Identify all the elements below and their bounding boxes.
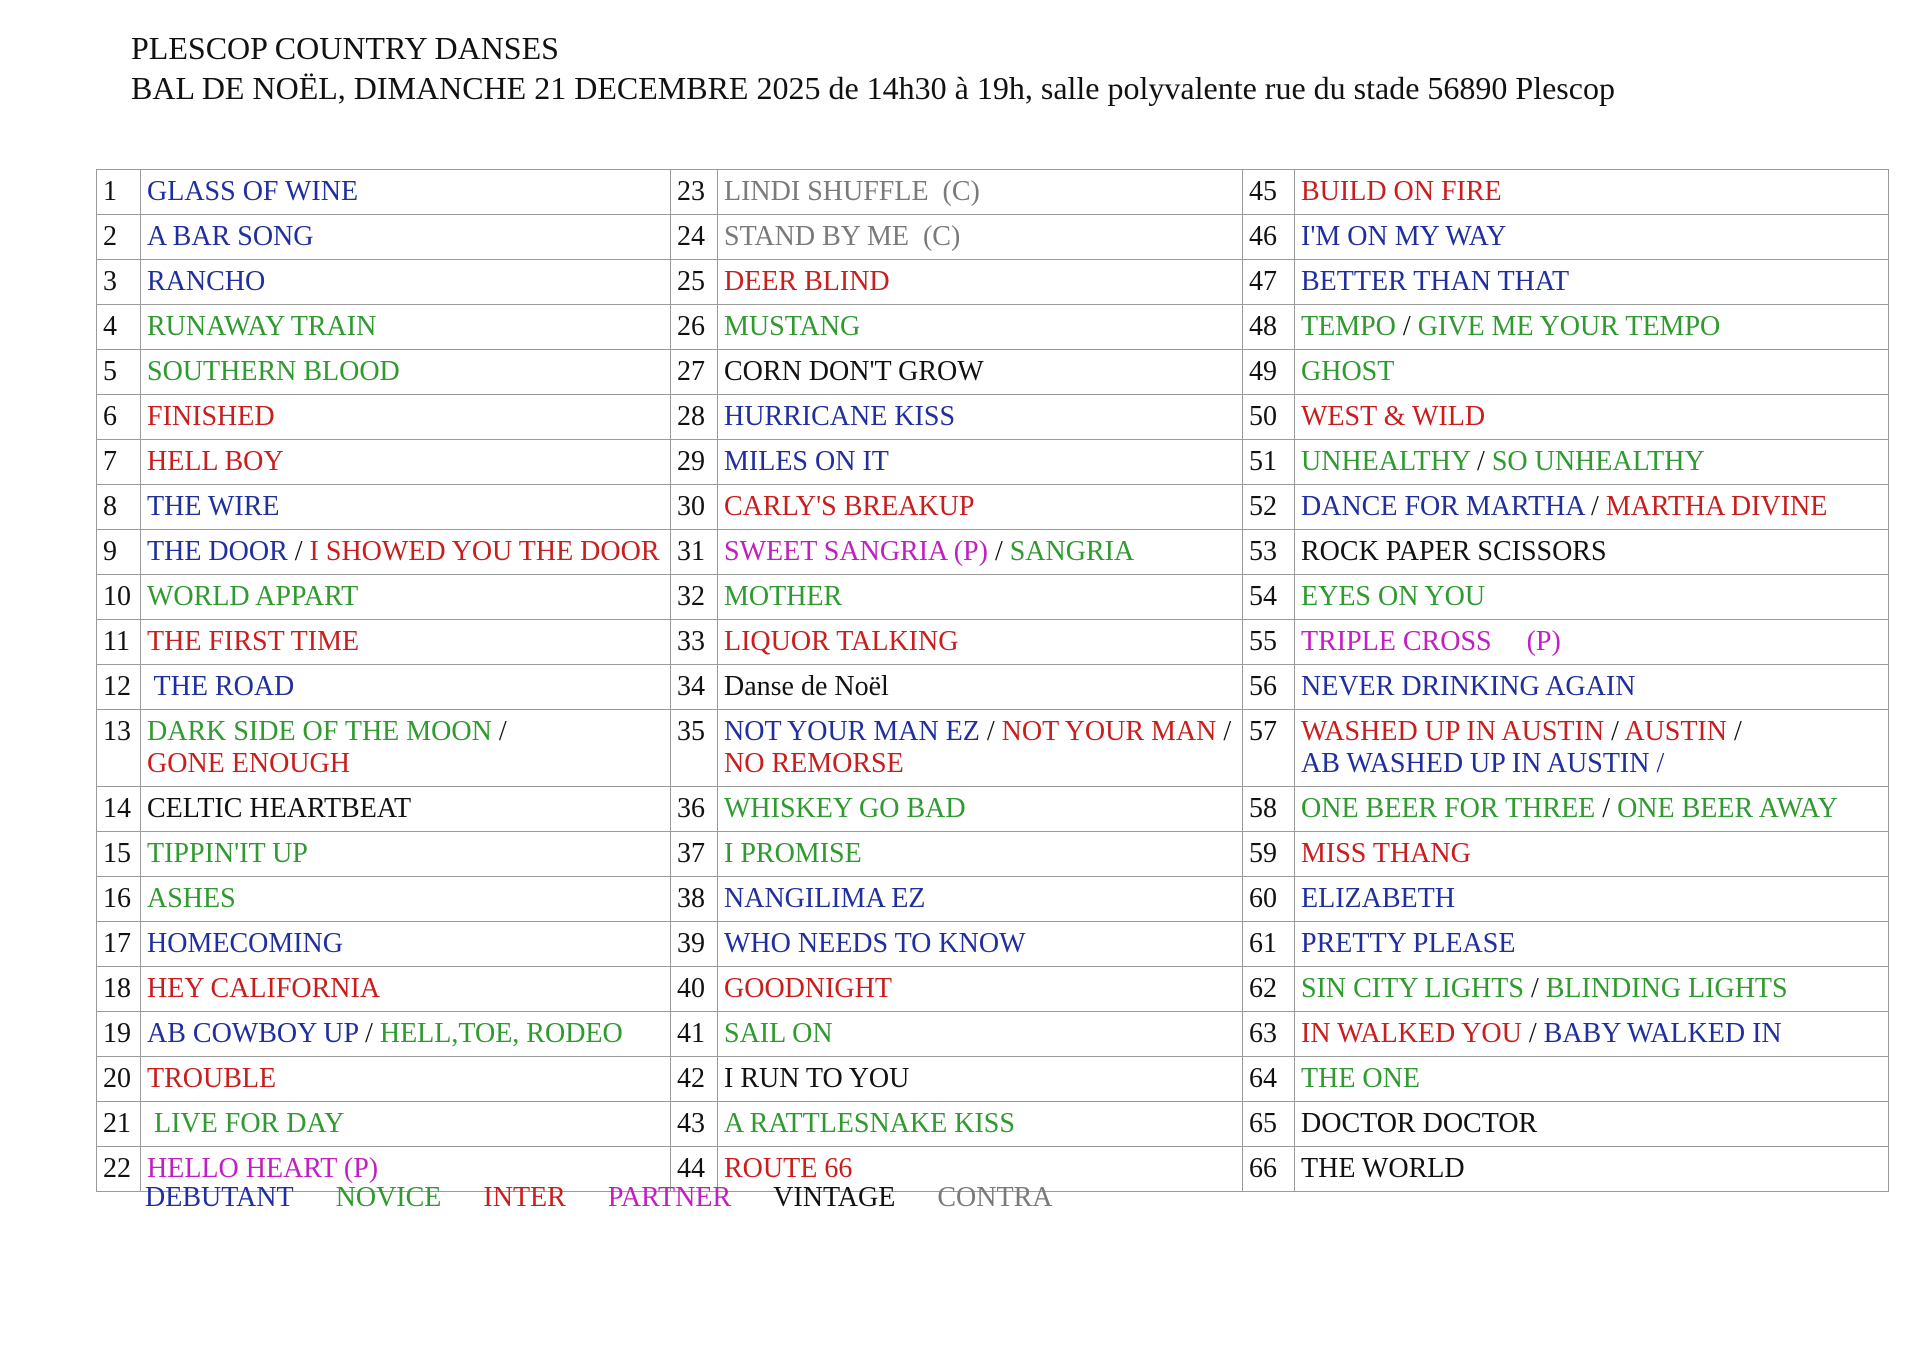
dance-title-segment: LIVE FOR DAY — [147, 1108, 345, 1139]
dance-title — [1295, 1012, 1889, 1057]
dance-number: 9 — [97, 530, 141, 575]
dance-title-segment: / — [1523, 973, 1546, 1004]
dance-number: 37 — [671, 832, 718, 877]
dance-title — [718, 620, 1243, 665]
dance-title-segment: TEMPO — [1301, 311, 1396, 342]
dance-title-segment: THE WORLD — [1301, 1153, 1465, 1184]
dance-title — [141, 395, 671, 440]
dance-title-segment: ROUTE 66 — [724, 1153, 853, 1184]
dance-number: 23 — [671, 170, 718, 215]
dance-title-segment: SAIL ON — [724, 1018, 833, 1049]
dance-title-segment: / — [1584, 491, 1606, 522]
dance-title-segment: NANGILIMA EZ — [724, 883, 926, 914]
table-row — [97, 665, 1889, 710]
dance-title-segment: SANGRIA — [1009, 536, 1135, 567]
dance-title-segment: DOCTOR DOCTOR — [1301, 1108, 1538, 1139]
legend-item-novice: NOVICE — [335, 1182, 442, 1213]
dance-title-segment: / — [287, 536, 310, 567]
dance-title-segment: WASHED UP IN AUSTIN — [1301, 716, 1605, 747]
dance-title — [718, 485, 1243, 530]
table-row — [97, 787, 1889, 832]
dance-title — [1295, 530, 1889, 575]
dance-number: 48 — [1243, 305, 1295, 350]
dance-title-segment: BETTER THAN THAT — [1301, 266, 1570, 297]
dance-title — [718, 710, 1243, 787]
dance-number: 16 — [97, 877, 141, 922]
dance-title-segment: GONE ENOUGH — [147, 748, 350, 779]
dance-number: 66 — [1243, 1147, 1295, 1192]
dance-title-segment: MILES ON IT — [724, 446, 889, 477]
table-row — [97, 485, 1889, 530]
table-row — [97, 922, 1889, 967]
dance-number: 25 — [671, 260, 718, 305]
dance-number: 50 — [1243, 395, 1295, 440]
dance-title — [1295, 620, 1889, 665]
dance-title — [718, 665, 1243, 710]
dance-title-segment: HELL BOY — [147, 446, 284, 477]
dance-title-segment: I'M ON MY WAY — [1301, 221, 1507, 252]
dance-title — [141, 832, 671, 877]
dance-title-segment: DANCE FOR MARTHA — [1301, 491, 1585, 522]
dance-number: 40 — [671, 967, 718, 1012]
dance-title-segment: EYES ON YOU — [1301, 581, 1486, 612]
table-row — [97, 350, 1889, 395]
dance-number: 53 — [1243, 530, 1295, 575]
table-row — [97, 575, 1889, 620]
dance-title-segment: MISS THANG — [1301, 838, 1471, 869]
dance-number: 45 — [1243, 170, 1295, 215]
dance-title — [141, 877, 671, 922]
dance-number: 54 — [1243, 575, 1295, 620]
dance-title-segment: SOUTHERN BLOOD — [147, 356, 400, 387]
dance-title-line — [724, 748, 1236, 780]
dance-number: 51 — [1243, 440, 1295, 485]
dance-title — [718, 170, 1243, 215]
dance-number: 24 — [671, 215, 718, 260]
dance-title-segment: STAND BY ME (C) — [724, 221, 961, 252]
table-row — [97, 967, 1889, 1012]
dance-title — [141, 215, 671, 260]
dance-number: 55 — [1243, 620, 1295, 665]
dance-title — [141, 665, 671, 710]
dance-title-segment: MOTHER — [724, 581, 843, 612]
dance-number: 35 — [671, 710, 718, 787]
dance-title-segment: SWEET SANGRIA (P) — [724, 536, 988, 567]
table-row — [97, 832, 1889, 877]
dance-title-segment: GHOST — [1301, 356, 1395, 387]
dance-title — [1295, 787, 1889, 832]
dance-number: 14 — [97, 787, 141, 832]
dance-title-segment: CORN DON'T GROW — [724, 356, 984, 387]
dance-number: 6 — [97, 395, 141, 440]
table-row — [97, 215, 1889, 260]
dance-number: 10 — [97, 575, 141, 620]
dance-title — [1295, 350, 1889, 395]
dance-title-segment: MUSTANG — [724, 311, 861, 342]
dance-title-segment: SIN CITY LIGHTS — [1301, 973, 1524, 1004]
dance-title-line — [1301, 716, 1882, 748]
dance-title-segment: MARTHA DIVINE — [1605, 491, 1828, 522]
dance-title-segment: TRIPLE CROSS (P) — [1301, 626, 1561, 657]
dance-number: 36 — [671, 787, 718, 832]
dance-title — [1295, 832, 1889, 877]
dance-title-segment: / — [1395, 311, 1418, 342]
dance-title — [141, 710, 671, 787]
dance-number: 64 — [1243, 1057, 1295, 1102]
dance-title-segment: TIPPIN'IT UP — [147, 838, 308, 869]
dance-title-segment: CELTIC HEARTBEAT — [147, 793, 412, 824]
table-row — [97, 395, 1889, 440]
legend-item-partner: PARTNER — [607, 1182, 732, 1213]
dance-title — [141, 787, 671, 832]
dance-title-segment: Danse de Noël — [724, 671, 889, 702]
dance-title — [1295, 665, 1889, 710]
dance-title — [141, 440, 671, 485]
dance-title — [141, 350, 671, 395]
dance-title-segment: LIQUOR TALKING — [724, 626, 959, 657]
dance-number: 59 — [1243, 832, 1295, 877]
dance-title — [718, 395, 1243, 440]
dance-number: 1 — [97, 170, 141, 215]
dance-title — [141, 305, 671, 350]
dance-title — [141, 1057, 671, 1102]
dance-title — [1295, 967, 1889, 1012]
dance-number: 17 — [97, 922, 141, 967]
dance-title — [1295, 877, 1889, 922]
legend-item-debutant: DEBUTANT — [145, 1182, 294, 1213]
dance-title-segment: / — [358, 1018, 380, 1049]
dance-title — [718, 877, 1243, 922]
dance-number: 41 — [671, 1012, 718, 1057]
dance-title-segment: BUILD ON FIRE — [1301, 176, 1502, 207]
dance-number: 26 — [671, 305, 718, 350]
dance-number: 12 — [97, 665, 141, 710]
dance-title — [718, 922, 1243, 967]
table-row — [97, 1102, 1889, 1147]
dance-number: 44 — [671, 1147, 718, 1192]
dance-number: 60 — [1243, 877, 1295, 922]
dance-title-segment: A RATTLESNAKE KISS — [724, 1108, 1015, 1139]
table-row — [97, 1012, 1889, 1057]
dance-title-segment: DARK SIDE OF THE MOON — [147, 716, 492, 747]
dance-number: 13 — [97, 710, 141, 787]
dance-title — [718, 575, 1243, 620]
dance-title-segment: WHISKEY GO BAD — [724, 793, 966, 824]
dance-number: 62 — [1243, 967, 1295, 1012]
dance-title — [718, 1012, 1243, 1057]
legend-item-vintage: VINTAGE — [773, 1182, 896, 1213]
dance-number: 8 — [97, 485, 141, 530]
dance-title-segment: WEST & WILD — [1301, 401, 1486, 432]
dance-title-segment: NEVER DRINKING AGAIN — [1301, 671, 1636, 702]
dance-title-segment: HURRICANE KISS — [724, 401, 956, 432]
legend-item-contra: CONTRA — [937, 1182, 1053, 1213]
header-event-details: BAL DE NOËL, DIMANCHE 21 DECEMBRE 2025 de 14h30 à 19h, salle polyvalente rue du stade 56890 Plescop — [131, 70, 1615, 106]
dance-title-segment: IN WALKED YOU — [1301, 1018, 1522, 1049]
dance-title — [718, 440, 1243, 485]
table-row — [97, 305, 1889, 350]
dance-title — [141, 1102, 671, 1147]
dance-number: 39 — [671, 922, 718, 967]
dance-title — [718, 350, 1243, 395]
dance-title — [1295, 485, 1889, 530]
dance-title — [141, 922, 671, 967]
dance-title-segment: BLINDING LIGHTS — [1545, 973, 1788, 1004]
dance-number: 52 — [1243, 485, 1295, 530]
dance-title-line — [724, 716, 1236, 748]
dance-title-segment: GIVE ME YOUR TEMPO — [1417, 311, 1721, 342]
dance-title-segment: LINDI SHUFFLE (C) — [724, 176, 980, 207]
dance-title — [718, 1102, 1243, 1147]
dance-title-segment: I PROMISE — [724, 838, 862, 869]
dance-title-segment: AB COWBOY UP — [147, 1018, 359, 1049]
dance-title-segment: / — [1470, 446, 1492, 477]
dance-number: 34 — [671, 665, 718, 710]
dance-title-segment: GOODNIGHT — [724, 973, 892, 1004]
dance-title — [141, 620, 671, 665]
dance-title-segment: DEER BLIND — [724, 266, 890, 297]
dance-title-segment: THE ROAD — [147, 671, 295, 702]
dance-number: 22 — [97, 1147, 141, 1192]
dance-title-segment: THE DOOR — [147, 536, 288, 567]
dance-title — [718, 787, 1243, 832]
dance-title-segment: WORLD APPART — [147, 581, 359, 612]
dance-title — [718, 1057, 1243, 1102]
dance-title-segment: / — [1604, 716, 1625, 747]
dance-title — [718, 215, 1243, 260]
dance-title — [1295, 170, 1889, 215]
dance-number: 4 — [97, 305, 141, 350]
header-title: PLESCOP COUNTRY DANSES — [131, 30, 559, 66]
dance-list-table — [96, 169, 1889, 1192]
dance-number: 57 — [1243, 710, 1295, 787]
legend-item-inter: INTER — [483, 1182, 566, 1213]
dance-title — [1295, 575, 1889, 620]
dance-title-line — [1301, 748, 1882, 780]
dance-number: 33 — [671, 620, 718, 665]
dance-title-segment: ONE BEER FOR THREE — [1301, 793, 1596, 824]
dance-title-segment: UNHEALTHY — [1301, 446, 1471, 477]
dance-title — [718, 530, 1243, 575]
table-row — [97, 877, 1889, 922]
dance-title — [141, 485, 671, 530]
dance-title — [1295, 1147, 1889, 1192]
dance-number: 21 — [97, 1102, 141, 1147]
dance-title-segment: HELL,TOE, RODEO — [379, 1018, 623, 1049]
dance-title-segment: HELLO HEART (P) — [147, 1153, 379, 1184]
dance-title — [718, 832, 1243, 877]
dance-title — [1295, 922, 1889, 967]
table-row — [97, 440, 1889, 485]
dance-title-segment: NOT YOUR MAN — [1001, 716, 1217, 747]
dance-number: 49 — [1243, 350, 1295, 395]
dance-title — [1295, 440, 1889, 485]
table-row — [97, 710, 1889, 787]
dance-title-segment: A BAR SONG — [147, 221, 314, 252]
dance-title — [718, 260, 1243, 305]
dance-title-segment: AB WASHED UP IN AUSTIN — [1301, 748, 1650, 779]
dance-title-segment: / — [491, 716, 507, 747]
dance-title-segment: / — [1216, 716, 1232, 747]
dance-number: 20 — [97, 1057, 141, 1102]
dance-number: 31 — [671, 530, 718, 575]
dance-number: 19 — [97, 1012, 141, 1057]
level-legend — [145, 1182, 1052, 1214]
dance-title-segment: ASHES — [147, 883, 236, 914]
dance-title — [141, 967, 671, 1012]
dance-number: 63 — [1243, 1012, 1295, 1057]
dance-number: 43 — [671, 1102, 718, 1147]
dance-number: 56 — [1243, 665, 1295, 710]
table-row — [97, 260, 1889, 305]
dance-title-segment: GLASS OF WINE — [147, 176, 359, 207]
dance-number: 42 — [671, 1057, 718, 1102]
dance-title-segment: AUSTIN — [1624, 716, 1727, 747]
dance-list-body — [97, 170, 1889, 1192]
dance-title-segment: THE ONE — [1301, 1063, 1420, 1094]
dance-title-segment: WHO NEEDS TO KNOW — [724, 928, 1026, 959]
dance-title-segment: RUNAWAY TRAIN — [147, 311, 377, 342]
dance-title-segment: / — [1521, 1018, 1544, 1049]
dance-title-segment: CARLY'S BREAKUP — [724, 491, 975, 522]
dance-title-segment: ROCK PAPER SCISSORS — [1301, 536, 1607, 567]
table-row — [97, 1057, 1889, 1102]
dance-number: 3 — [97, 260, 141, 305]
dance-title — [1295, 260, 1889, 305]
dance-number: 28 — [671, 395, 718, 440]
dance-title-segment: / — [1649, 748, 1665, 779]
document-header — [131, 28, 1615, 108]
dance-number: 46 — [1243, 215, 1295, 260]
dance-title-segment: NOT YOUR MAN EZ — [724, 716, 980, 747]
dance-number: 5 — [97, 350, 141, 395]
dance-number: 30 — [671, 485, 718, 530]
dance-title-segment: I SHOWED YOU THE DOOR — [309, 536, 660, 567]
dance-title — [1295, 1057, 1889, 1102]
table-row — [97, 620, 1889, 665]
dance-title-segment: / — [1595, 793, 1618, 824]
dance-title — [141, 575, 671, 620]
dance-title-segment: / — [1726, 716, 1742, 747]
dance-title — [141, 170, 671, 215]
dance-number: 58 — [1243, 787, 1295, 832]
dance-title-segment: NO REMORSE — [724, 748, 904, 779]
dance-title — [718, 967, 1243, 1012]
dance-number: 29 — [671, 440, 718, 485]
dance-title-segment: HOMECOMING — [147, 928, 343, 959]
dance-number: 32 — [671, 575, 718, 620]
dance-title-segment: ELIZABETH — [1301, 883, 1455, 914]
dance-number: 15 — [97, 832, 141, 877]
dance-title — [141, 530, 671, 575]
dance-title-segment: I RUN TO YOU — [724, 1063, 910, 1094]
dance-title-segment: SO UNHEALTHY — [1491, 446, 1705, 477]
dance-title — [1295, 215, 1889, 260]
dance-title-line — [147, 716, 664, 748]
dance-title — [141, 260, 671, 305]
dance-title — [141, 1012, 671, 1057]
dance-number: 38 — [671, 877, 718, 922]
dance-title-segment: / — [979, 716, 1002, 747]
dance-number: 65 — [1243, 1102, 1295, 1147]
dance-title-segment: THE FIRST TIME — [147, 626, 360, 657]
dance-title — [718, 305, 1243, 350]
dance-number: 61 — [1243, 922, 1295, 967]
dance-number: 47 — [1243, 260, 1295, 305]
dance-title-segment: BABY WALKED IN — [1543, 1018, 1782, 1049]
dance-title-segment: TROUBLE — [147, 1063, 277, 1094]
dance-title-segment: HEY CALIFORNIA — [147, 973, 381, 1004]
dance-number: 2 — [97, 215, 141, 260]
dance-title-segment: PRETTY PLEASE — [1301, 928, 1516, 959]
dance-title-segment: ONE BEER AWAY — [1617, 793, 1838, 824]
dance-title-segment: THE WIRE — [147, 491, 280, 522]
dance-title-segment: / — [987, 536, 1010, 567]
dance-title — [1295, 395, 1889, 440]
table-row — [97, 530, 1889, 575]
dance-number: 7 — [97, 440, 141, 485]
dance-number: 18 — [97, 967, 141, 1012]
table-row — [97, 170, 1889, 215]
dance-title — [1295, 305, 1889, 350]
dance-title-line — [147, 748, 664, 780]
dance-title — [1295, 710, 1889, 787]
dance-title-segment: RANCHO — [147, 266, 266, 297]
dance-title — [1295, 1102, 1889, 1147]
dance-title-segment: FINISHED — [147, 401, 275, 432]
dance-number: 27 — [671, 350, 718, 395]
dance-number: 11 — [97, 620, 141, 665]
